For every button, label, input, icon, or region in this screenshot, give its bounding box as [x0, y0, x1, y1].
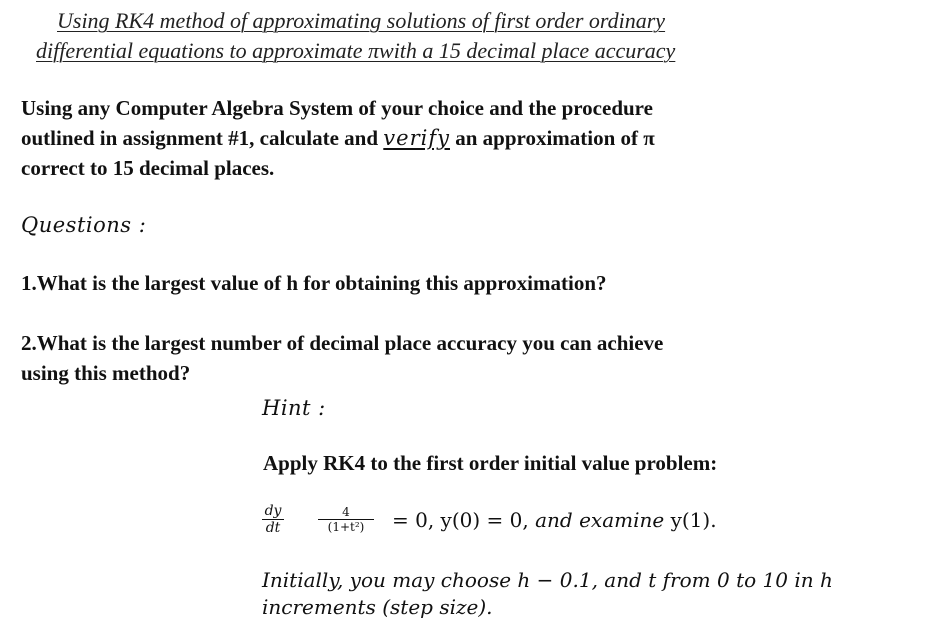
derivative-fraction — [262, 503, 284, 536]
hint-apply-text: Apply RK4 to the first order initial value problem: — [263, 451, 718, 475]
title-line-1: Using RK4 method of approximating solutions of first order ordinary — [57, 8, 666, 33]
question-2-line-1: 2.What is the largest number of decimal place accuracy you can achieve — [21, 331, 664, 355]
equation-target: y(1). — [670, 508, 717, 532]
initially-line-1: Initially, you may choose h − 0.1, and t from 0 to 10 in h — [262, 568, 833, 592]
equation-initial-condition: = 0, y(0) = 0, — [392, 508, 529, 532]
intro-line-2 — [21, 126, 655, 151]
question-2-line-2: using this method? — [21, 361, 191, 385]
rhs-numerator: 4 — [318, 505, 374, 520]
initially-line-2: increments (step size). — [262, 595, 493, 619]
verify-emphasis: verify — [383, 126, 450, 150]
rhs-fraction — [318, 505, 374, 534]
derivative-denominator: dt — [265, 520, 281, 536]
equation-rest — [392, 508, 717, 532]
equation-and-examine: and examine — [535, 508, 665, 532]
intro-line-2-after: an approximation of π — [449, 126, 655, 150]
title-line-2: differential equations to approximate πwith a 15 decimal place accuracy — [36, 38, 676, 63]
hint-heading: Hint : — [262, 396, 326, 420]
derivative-numerator: dy — [262, 503, 284, 520]
questions-heading: Questions : — [21, 213, 147, 237]
rhs-denominator: (1+t²) — [327, 520, 365, 534]
intro-line-2-before: outlined in assignment #1, calculate and — [21, 126, 384, 150]
question-1: 1.What is the largest value of h for obtaining this approximation? — [21, 271, 607, 295]
intro-line-1: Using any Computer Algebra System of your choice and the procedure — [21, 96, 653, 120]
intro-line-3: correct to 15 decimal places. — [21, 156, 275, 180]
